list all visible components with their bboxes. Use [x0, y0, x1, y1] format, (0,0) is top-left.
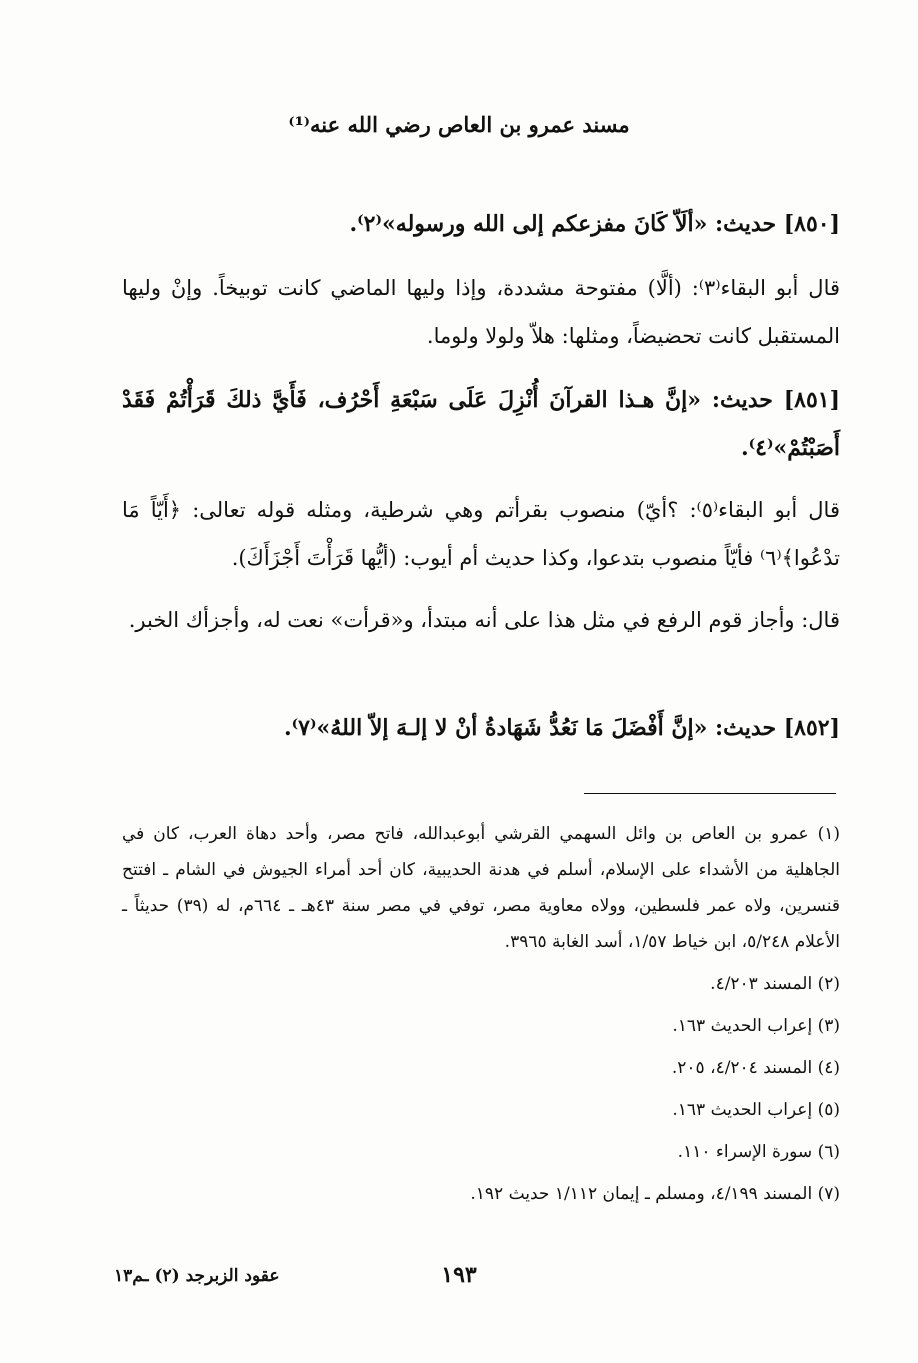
footnote-7: (٧) المسند ٤/١٩٩، ومسلم ـ إيمان ١/١١٢ حديث ١٩٢.	[470, 1184, 840, 1204]
hadith-850: [٨٥٠] حديث: «ألَاّ كَانَ مفزعكم إلى الله ورسوله»⁽٢⁾.	[349, 211, 840, 237]
footnotes-block	[122, 816, 840, 1212]
book-signature: عقود الزبرجد (٢) ـم١٣	[114, 1266, 280, 1286]
footnote-4: (٤) المسند ٤/٢٠٤، ٢٠٥.	[671, 1058, 840, 1078]
footnote-5: (٥) إعراب الحديث ١٦٣.	[672, 1100, 840, 1120]
footnote-3: (٣) إعراب الحديث ١٦٣.	[672, 1016, 840, 1036]
footnote-divider	[584, 793, 836, 794]
commentary-851-b: قال: وأجاز قوم الرفع في مثل هذا على أنه مبتدأ، و«قرأت» نعت له، وأجزأك الخبر.	[128, 608, 840, 632]
commentary-851-a: قال أبو البقاء⁽٥⁾: ؟أيّ) منصوب بقرأتم وهي شرطية، ومثله قوله تعالى: ﴿أَيّاً مَا تدْعُوا﴾⁽٦⁾ فأيّاً منصوب بتدعوا، وكذا حديث أم أيوب: (أيُّها قَرَأْتَ أَجْزَأَكَ).	[122, 498, 840, 570]
footnote-2: (٢) المسند ٤/٢٠٣.	[710, 974, 840, 994]
commentary-850: قال أبو البقاء⁽٣⁾: (ألَّا) مفتوحة مشددة، وإذا وليها الماضي كانت توبيخاً. وإنْ وليها المستقبل كانت تحضيضاً، ومثلها: هلاّ ولولا ولوما.	[122, 276, 841, 348]
footnote-1: (١) عمرو بن العاص بن وائل السهمي القرشي أبوعبدالله، فاتح مصر، وأحد دهاة العرب، كان في الجاهلية من الأشداء على الإسلام، أسلم في هدنة الحديبية، كان أحد أمراء الجيوش في الشام ـ افتتح قنسرين، ولاه عمر فلسطين، وولاه معاوية مصر، توفي في مصر سنة ٤٣هـ ـ ٦٦٤م، له (٣٩) حديثاً ـ الأعلام ٥/٢٤٨، ابن خياط ١/٥٧، أسد الغابة ٣٩٦٥.	[122, 824, 841, 952]
page-title: مسند عمرو بن العاص رضي الله عنه⁽¹⁾	[288, 112, 630, 137]
footnote-6: (٦) سورة الإسراء ١١٠.	[677, 1142, 840, 1162]
page-number: ١٩٣	[441, 1262, 477, 1288]
hadith-852: [٨٥٢] حديث: «إنَّ أَفْضَلَ مَا نَعُدُّ شَهَادةُ أنْ لا إلـهَ إلاّ اللهُ»⁽٧⁾.	[283, 715, 840, 741]
hadith-851: [٨٥١] حديث: «إنَّ هـذا القرآنَ أُنْزِلَ عَلَى سَبْعَةِ أَحْرُف، فَأَيَّ ذلكَ قَرَأْتُمْ فَقَدْ أَصَبْتُمْ»⁽٤⁾.	[122, 387, 840, 461]
